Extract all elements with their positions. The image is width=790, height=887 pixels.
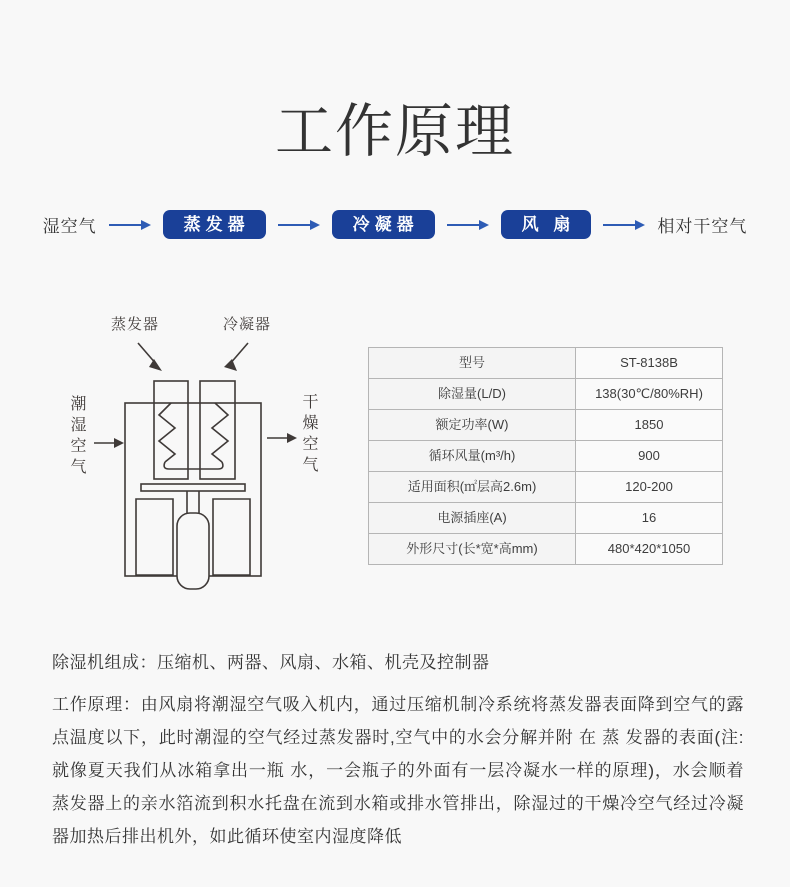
spec-row-air-circulation <box>369 440 722 471</box>
spec-row-applicable-area <box>369 471 722 502</box>
spec-value: 900 <box>575 441 722 471</box>
dry-air-label: 干燥空气 <box>300 393 317 477</box>
spec-row-power-socket <box>369 502 722 533</box>
spec-label: 循环风量(m³/h) <box>369 441 575 471</box>
machine-schematic <box>48 311 348 606</box>
evaporator-label: 蒸发器 <box>111 316 160 333</box>
spec-row-dimensions <box>369 533 722 564</box>
condenser-label: 冷凝器 <box>223 316 272 333</box>
flow-diagram <box>0 210 790 239</box>
spec-value: 1850 <box>575 410 722 440</box>
flow-badge-condenser: 冷凝器 <box>332 210 435 239</box>
spec-label: 型号 <box>369 348 575 378</box>
flow-badge-evaporator: 蒸发器 <box>163 210 266 239</box>
spec-value: 120-200 <box>575 472 722 502</box>
flow-badge-fan: 风 扇 <box>501 210 592 239</box>
spec-row-dehumidify-capacity <box>369 378 722 409</box>
composition-text: 除湿机组成：压缩机、两器、风扇、水箱、机壳及控制器 <box>52 653 490 672</box>
spec-label: 外形尺寸(长*宽*高mm) <box>369 534 575 564</box>
right-arrow-icon <box>108 219 152 231</box>
flow-start-label: 湿空气 <box>42 217 97 236</box>
spec-label: 额定功率(W) <box>369 410 575 440</box>
right-arrow-icon <box>602 219 646 231</box>
wet-air-label: 潮湿空气 <box>68 395 85 479</box>
right-arrow-icon <box>446 219 490 231</box>
middle-section <box>0 311 790 606</box>
flow-end-label: 相对干空气 <box>657 217 748 236</box>
spec-table <box>368 347 723 565</box>
spec-label: 适用面积(㎡层高2.6m) <box>369 472 575 502</box>
principle-text: 工作原理：由风扇将潮湿空气吸入机内，通过压缩机制冷系统将蒸发器表面降到空气的露点温度以下，此时潮湿的空气经过蒸发器时,空气中的水会分解并附 在 蒸 发器的表面(注:就像夏天我们从冰箱拿出一瓶 水，一会瓶子的外面有一层冷凝水一样的原理)，水会顺着蒸发器上的亲水箔流到积水托盘在流到水箱或排水管排出，除湿过的干燥冷空气经过冷凝器加热后排出机外，如此循环使室内湿度降低 <box>52 695 744 846</box>
spec-label: 除湿量(L/D) <box>369 379 575 409</box>
page-title: 工作原理 <box>274 99 515 164</box>
spec-row-rated-power <box>369 409 722 440</box>
spec-value: 138(30℃/80%RH) <box>575 379 722 409</box>
spec-row-model <box>369 348 722 378</box>
spec-value: ST-8138B <box>575 348 722 378</box>
spec-value: 480*420*1050 <box>575 534 722 564</box>
spec-value: 16 <box>575 503 722 533</box>
right-arrow-icon <box>277 219 321 231</box>
spec-label: 电源插座(A) <box>369 503 575 533</box>
